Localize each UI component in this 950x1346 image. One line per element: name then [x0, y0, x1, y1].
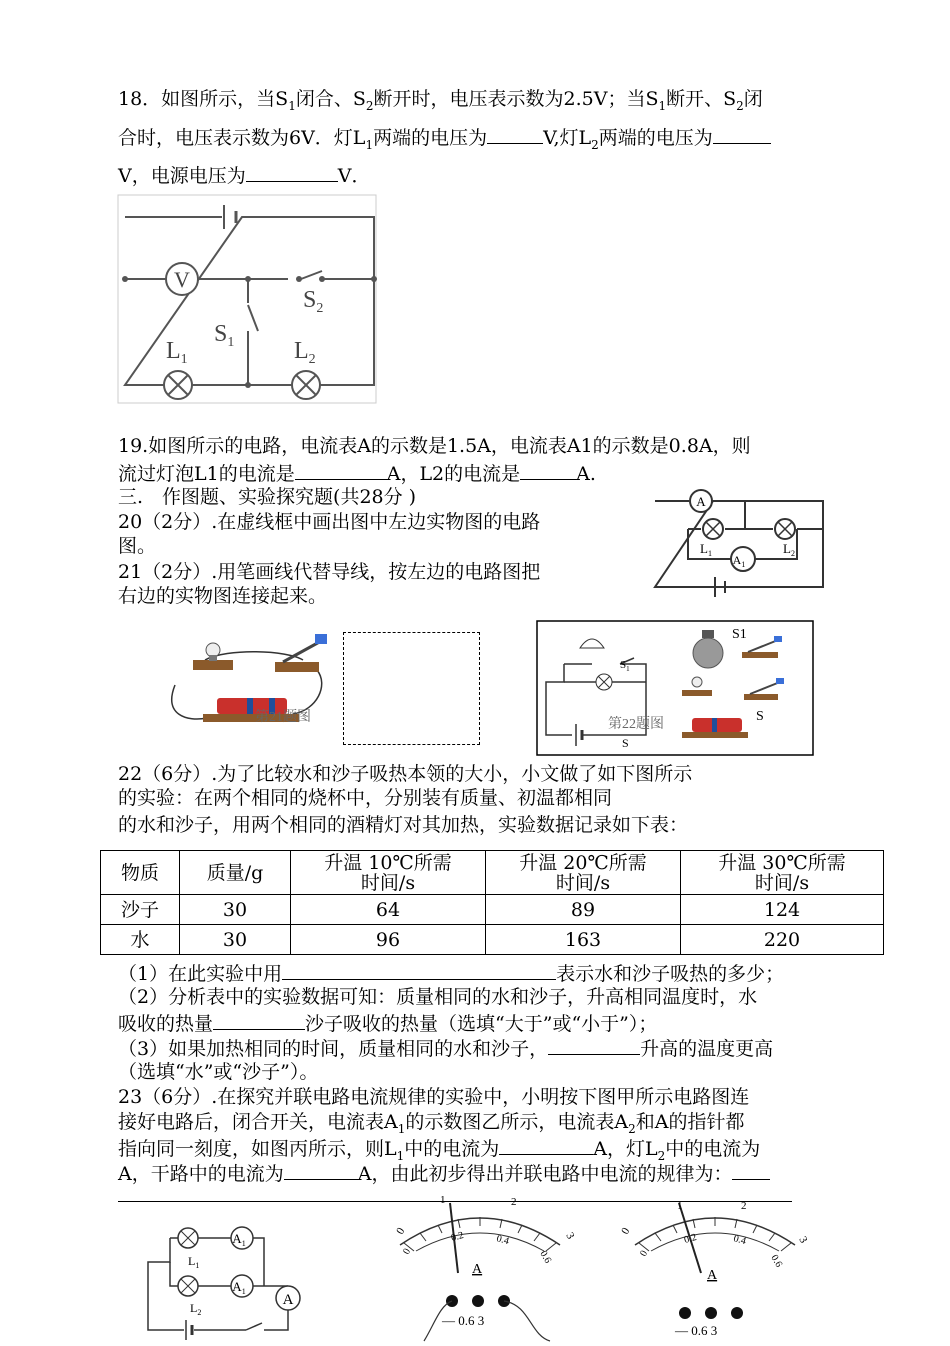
q19-line-2: 流过灯泡L1的电流是 A，L2的电流是 A. [118, 463, 596, 485]
svg-text:0.6: 0.6 [768, 1253, 785, 1270]
lamp-icon [596, 674, 612, 690]
q18-circuit-diagram [118, 195, 378, 405]
svg-text:A1: $A_1$ [232, 1231, 246, 1248]
q21-physical-circuit [167, 630, 337, 725]
blank-l1-current-23[interactable] [499, 1136, 593, 1155]
svg-text:S: S [622, 736, 629, 750]
q23-line-1: 23（6分）.在探究并联电路电流规律的实验中，小明按下图甲所示电路图连 [118, 1086, 750, 1108]
q21-line-2: 右边的实物图连接起来。 [118, 585, 328, 607]
lamp-l2-icon [178, 1276, 198, 1296]
svg-text:L2: $L_2$ [190, 1301, 202, 1317]
svg-text:L1: $L_1$ [166, 338, 188, 367]
q20-answer-box[interactable] [343, 632, 480, 745]
q22-part-3-line-2: （选填“水”或“沙子”）。 [118, 1061, 319, 1083]
lamp-l1-icon [703, 519, 723, 539]
q18-line-3: V，电源电压为 V． [118, 165, 371, 187]
svg-text:0: 0 [401, 1246, 414, 1257]
q22-part-2-line-2: 吸收的热量 沙子吸收的热量（选填“大于”或“小于”）； [118, 1013, 658, 1035]
q22-part-3-line-1: （3）如果加热相同的时间，质量相同的水和沙子， 升高的温度更高 [118, 1038, 774, 1060]
svg-text:S1: S1 [732, 627, 747, 642]
table-row: 水 30 96 163 220 [101, 925, 884, 955]
q23-line-2: 接好电路后，闭合开关，电流表$A_1$的示数图乙所示，电流表$A_2$和A的指针都 [118, 1111, 745, 1136]
svg-text:0.2: 0.2 [449, 1230, 465, 1244]
svg-text:S1: $S_1$ [620, 659, 630, 673]
section-3-heading: 三. 作图题、实验探究题(共28分 ) [118, 486, 417, 508]
svg-text:0.2: 0.2 [682, 1232, 698, 1246]
q23-line-4: A，干路中的电流为 A，由此初步得出并联电路中电流的规律为： [118, 1161, 770, 1185]
blank-main-current[interactable] [284, 1161, 358, 1180]
svg-text:S: S [756, 709, 764, 724]
q22-data-table [100, 850, 884, 955]
lamp-holder-icon [682, 677, 712, 696]
svg-text:— 0.6 3: — 0.6 3 [675, 1323, 718, 1338]
svg-text:— 0.6 3: — 0.6 3 [442, 1313, 485, 1328]
battery-holder-icon [682, 718, 748, 738]
svg-text:0: 0 [619, 1225, 633, 1237]
blank-source-voltage[interactable] [246, 163, 338, 182]
svg-text:0.4: 0.4 [732, 1233, 748, 1248]
lamp-holder-icon [193, 643, 233, 670]
blank-measure[interactable] [282, 961, 556, 980]
q18-line-1: 18．如图所示，当$S_1$闭合、$S_2$断开时，电压表示数为2.5V；当$S_1$断开、$S_2$闭 [118, 88, 763, 113]
lamp-l1-icon [164, 371, 192, 399]
q20-line-2: 图。 [118, 535, 157, 557]
q20-line-1: 20（2分）.在虚线框中画出图中左边实物图的电路 [118, 511, 541, 533]
blank-rule-1[interactable] [732, 1161, 770, 1180]
svg-text:0: 0 [638, 1248, 651, 1259]
bell-real-icon [693, 630, 723, 668]
knife-switch-s-icon [744, 678, 784, 700]
ammeter-dial-yi [380, 1195, 580, 1345]
blank-l2-voltage[interactable] [713, 125, 771, 144]
ammeter-dial-bing [615, 1195, 815, 1345]
svg-text:L1: $L_1$ [188, 1254, 200, 1270]
svg-text:V: V [174, 267, 190, 292]
table-row: 沙子 30 64 89 124 [101, 895, 884, 925]
svg-text:A: A [696, 494, 706, 509]
q22-part-2-line-1: （2）分析表中的实验数据可知：质量相同的水和沙子，升高相同温度时，水 [118, 986, 758, 1008]
q22-line-3: 的水和沙子，用两个相同的酒精灯对其加热，实验数据记录如下表： [118, 814, 689, 836]
svg-text:A: A [707, 1268, 718, 1283]
svg-text:L2: $L_2$ [294, 338, 316, 367]
svg-text:A: A [282, 1292, 294, 1308]
table-header-row: 物质 质量/g 升温 10℃所需 时间/s 升温 20℃所需 时间/s 升温 30℃所需 时间/s [101, 851, 884, 895]
svg-text:S2: $S_2$ [303, 287, 324, 316]
q22-part-1: （1）在此实验中用 表示水和沙子吸热的多少； [118, 963, 785, 985]
q22-line-2: 的实验：在两个相同的烧杯中，分别装有质量、初温都相同 [118, 787, 613, 809]
svg-text:0.4: 0.4 [495, 1233, 511, 1248]
lamp-l1-icon [178, 1228, 198, 1248]
svg-text:1: 1 [677, 1200, 683, 1212]
svg-text:2: 2 [511, 1196, 517, 1208]
bell-icon [580, 639, 604, 648]
q21-line-1: 21（2分）.用笔画线代替导线，按左边的电路图把 [118, 561, 541, 583]
lamp-l2-icon [775, 519, 795, 539]
svg-text:A: A [472, 1262, 483, 1277]
q19-line-1: 19.如图所示的电路，电流表A的示数是1.5A，电流表A1的示数是0.8A，则 [118, 435, 751, 457]
svg-text:3: 3 [563, 1230, 577, 1242]
svg-text:0.6: 0.6 [537, 1249, 554, 1266]
blank-higher-temp[interactable] [548, 1036, 640, 1055]
q19-circuit-diagram [653, 487, 833, 593]
svg-text:3: 3 [796, 1234, 810, 1246]
q23-circuit-diagram [138, 1220, 308, 1340]
svg-text:L2: $L_2$ [783, 541, 795, 558]
lamp-l2-icon [292, 371, 320, 399]
svg-text:L1: $L_1$ [700, 541, 712, 558]
q22-line-1: 22（6分）.为了比较水和沙子吸热本领的大小，小文做了如下图所示 [118, 763, 693, 785]
fig21-caption: 第21题图 [255, 710, 311, 725]
blank-heat-compare[interactable] [213, 1011, 305, 1030]
q23-line-3: 指向同一刻度，如图丙所示，则$L_1$中的电流为 A，灯$L_2$中的电流为 [118, 1138, 761, 1163]
svg-text:S1: $S_1$ [214, 321, 235, 350]
blank-l1-voltage[interactable] [487, 125, 543, 144]
blank-l1-current[interactable] [295, 461, 387, 480]
svg-text:A1: $A_1$ [732, 553, 746, 569]
q18-line-2: 合时，电压表示数为6V．灯$L_1$两端的电压为 V,灯$L_2$两端的电压为 [118, 125, 771, 156]
knife-switch-s1-icon [742, 636, 782, 658]
blank-l2-current[interactable] [520, 461, 576, 480]
svg-text:1: 1 [440, 1194, 446, 1206]
q22-figure [536, 620, 814, 756]
fig22-caption: 第22题图 [608, 717, 664, 732]
svg-text:A1: $A_1$ [232, 1279, 246, 1296]
svg-text:2: 2 [741, 1200, 747, 1212]
svg-text:0: 0 [394, 1225, 408, 1237]
